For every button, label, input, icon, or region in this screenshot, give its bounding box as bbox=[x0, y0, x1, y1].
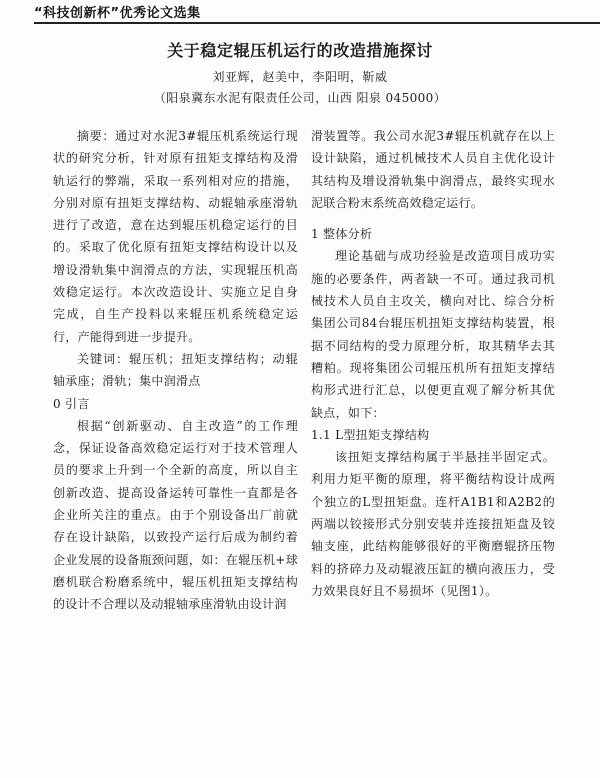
intro-heading: 0 引言 bbox=[53, 396, 90, 411]
intro-paragraph: 根据“创新驱动、自主改造”的工作理念，保证设备高效稳定运行对于技术管理人员的要求上升到一个全新的高度，所以自主创新改造、提高设备运转可靠性一直都是各企业所关注的重点。由于个别设备出厂前就存在设计缺陷，以致投产运行后成为制约着企业发展的设备瓶颈问题，如：在辊压机+球磨机联合粉磨系统中，辊压机扭矩支撑结构的设计不合理以及动辊轴承座滑轨由设计润 bbox=[53, 418, 298, 612]
keywords-line: 关键词：辊压机；扭矩支撑结构；动辊轴承座；滑轨；集中润滑点 bbox=[53, 351, 298, 389]
section-1-1-paragraph: 该扭矩支撑结构属于半悬挂半固定式。利用力矩平衡的原理，将平衡结构设计成两个独立的L型扭矩盘。连杆A1B1和A2B2的两端以铰接形式分别安装并连接扭矩盘及铰轴支座，此结构能够很好的平衡磨辊挤压物料的挤碎力及动辊液压缸的横向液压力，受力效果良好且不易损坏（见图1）。 bbox=[311, 450, 555, 598]
abstract-paragraph: 摘要：通过对水泥3#辊压机系统运行现状的研究分析，针对原有扭矩支撑结构及滑轨运行的弊端，采取一系列相对应的措施，分别对原有扭矩支撑结构、动辊轴承座滑轨进行了改造，意在达到辊压机稳定运行的目的。采取了优化原有扭矩支撑结构设计以及增设滑轨集中润滑点的方法，实现辊压机高效稳定运行。本次改造设计、实施立足自身完成，自生产投料以来辊压机系统稳定运行，产能得到进一步提升。 bbox=[53, 129, 298, 344]
intro-continuation-paragraph: 滑装置等。我公司水泥3#辊压机就存在以上设计缺陷，通过机械技术人员自主优化设计其结构及增设滑轨集中润滑点，最终实现水泥联合粉末系统高效稳定运行。 bbox=[311, 129, 555, 210]
section-1-heading: 1 整体分析 bbox=[311, 227, 373, 242]
section-1-1-heading: 1.1 L型扭矩支撑结构 bbox=[311, 427, 430, 442]
header-divider bbox=[34, 22, 600, 24]
left-column bbox=[53, 125, 298, 616]
author-list: 刘亚辉，赵美中，李阳明，靳威 bbox=[212, 70, 388, 84]
section-1-paragraph: 理论基础与成功经验是改造项目成功实施的必要条件，两者缺一不可。通过我司机械技术人员自主攻关，横向对比、综合分析集团公司84台辊压机扭矩支撑结构装置，根据不同结构的受力原理分析，取其精华去其糟粕。现将集团公司辊压机所有扭矩支撑结构形式进行汇总，以便更直观了解分析其优缺点，如下： bbox=[311, 249, 555, 420]
right-column bbox=[311, 125, 555, 602]
article-title: 关于稳定辊压机运行的改造措施探讨 bbox=[167, 41, 433, 60]
journal-header: “科技创新杯”优秀论文选集 bbox=[34, 6, 201, 21]
author-affiliation: （阳泉冀东水泥有限责任公司，山西 阳泉 045000） bbox=[153, 91, 447, 105]
